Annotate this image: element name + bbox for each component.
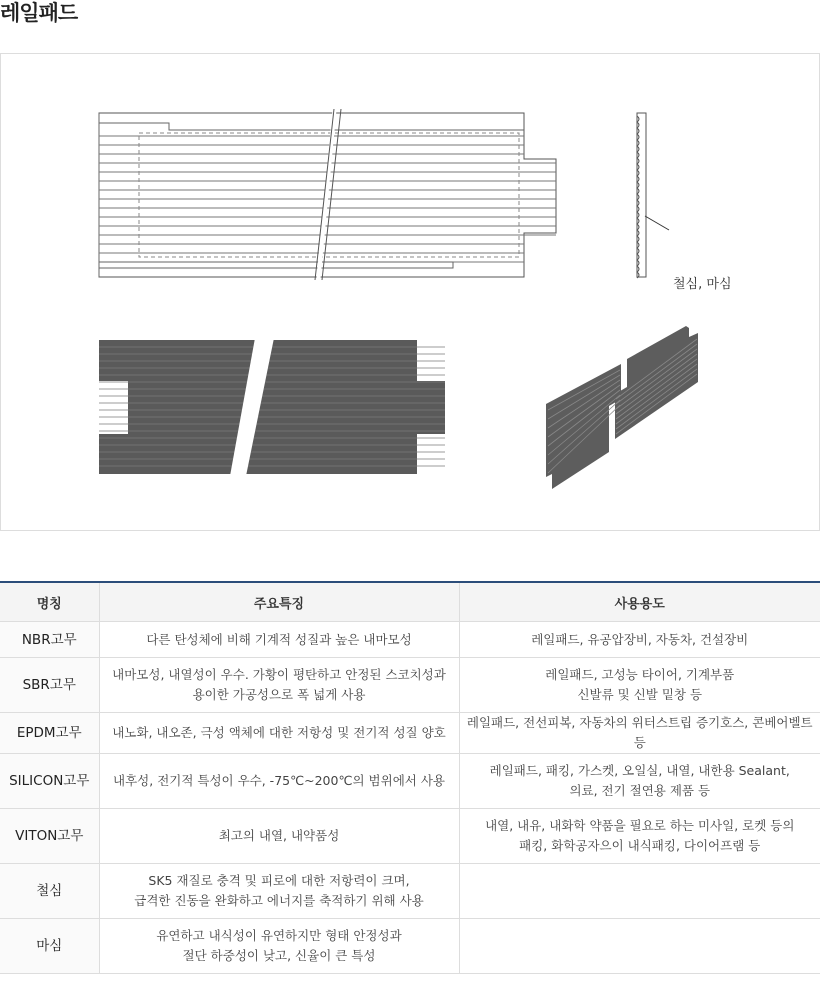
features-line: 용이한 가공성으로 폭 넓게 사용 (192, 687, 366, 702)
callout-label: 철심, 마심 (673, 277, 732, 292)
row-name: 마심 (0, 919, 99, 974)
features-line: 내노화, 내오존, 극성 액체에 대한 저항성 및 전기적 성질 양호 (112, 725, 446, 740)
table-row (0, 622, 820, 658)
row-uses (459, 919, 820, 974)
table-row (0, 864, 820, 919)
page-title: 레일패드 (0, 1, 78, 25)
table-row (0, 658, 820, 713)
features-line: 내마모성, 내열성이 우수. 가황이 평탄하고 안정된 스코치성과 (112, 667, 446, 682)
table-row (0, 713, 820, 754)
uses-line: 레일패드, 전선피복, 자동차의 위터스트립 증기호스, 콘베어벨트 등 (466, 715, 813, 750)
features-line: 절단 하중성이 낮고, 신율이 큰 특성 (182, 948, 376, 963)
row-features (99, 809, 459, 864)
row-uses (459, 713, 820, 754)
row-name: EPDM고무 (0, 713, 99, 754)
table-row (0, 919, 820, 974)
features-line: 급격한 진동을 완화하고 에너지를 축적하기 위해 사용 (134, 893, 424, 908)
pad-3d-view (546, 326, 698, 489)
row-uses (459, 809, 820, 864)
row-name: 철심 (0, 864, 99, 919)
row-features (99, 754, 459, 809)
features-line: 내후성, 전기적 특성이 우수, -75℃~200℃의 범위에서 사용 (113, 773, 445, 788)
header-features: 주요특징 (99, 582, 459, 622)
product-figure (0, 53, 820, 531)
features-line: 최고의 내열, 내약품성 (218, 828, 340, 843)
row-features (99, 658, 459, 713)
row-features (99, 713, 459, 754)
uses-line: 레일패드, 고성능 타이어, 기계부품 (545, 667, 735, 682)
table-header-row (0, 582, 820, 622)
row-uses (459, 658, 820, 713)
header-uses: 사용용도 (459, 582, 820, 622)
features-line: SK5 재질로 충격 및 피로에 대한 저항력이 크며, (148, 873, 410, 888)
row-features (99, 864, 459, 919)
table-row (0, 754, 820, 809)
features-line: 다른 탄성체에 비해 기계적 성질과 높은 내마모성 (146, 631, 412, 647)
rubber-spec-table (0, 581, 820, 974)
row-uses (459, 754, 820, 809)
uses-line: 레일패드, 유공압장비, 자동차, 건설장비 (531, 631, 749, 647)
header-name: 명칭 (0, 582, 99, 622)
row-features (99, 622, 459, 658)
pad-top-view (99, 338, 445, 476)
rail-pad-drawings (1, 54, 819, 530)
row-uses (459, 864, 820, 919)
pad-outline-drawing (99, 109, 556, 280)
row-name: NBR고무 (0, 622, 99, 658)
row-name: VITON고무 (0, 809, 99, 864)
uses-line: 내열, 내유, 내화학 약품을 필요로 하는 미사일, 로켓 등의 (485, 818, 795, 833)
table-row (0, 809, 820, 864)
row-uses (459, 622, 820, 658)
pad-section-drawing (637, 113, 669, 278)
row-name: SILICON고무 (0, 754, 99, 809)
uses-line: 패킹, 화학공자으이 내식패킹, 다이어프램 등 (519, 838, 761, 853)
uses-line: 신발류 및 신발 밑창 등 (577, 687, 703, 702)
uses-line: 레일패드, 패킹, 가스켓, 오일실, 내열, 내한용 Sealant, (489, 763, 790, 778)
uses-line: 의료, 전기 절연용 제품 등 (569, 783, 711, 798)
features-line: 유연하고 내식성이 유연하지만 형태 안정성과 (156, 928, 402, 943)
row-name: SBR고무 (0, 658, 99, 713)
row-features (99, 919, 459, 974)
